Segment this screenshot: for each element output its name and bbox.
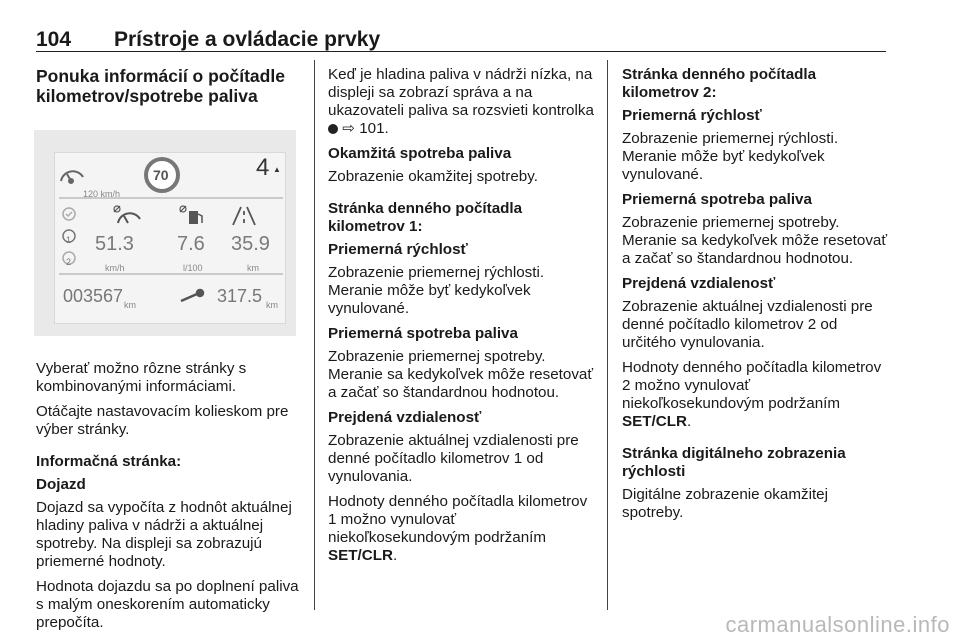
- punctuation: .: [392, 547, 398, 564]
- paragraph-text: Hodnoty denného počítadla kilometrov 2 možno vynulovať niekoľkosekundovým podržaním: [622, 359, 882, 412]
- heading: Prejdená vzdialenosť: [622, 275, 776, 292]
- shift-up-icon: ▲: [273, 165, 281, 174]
- speed-limit-label: 120 km/h: [83, 189, 121, 199]
- section-title: Ponuka informácií o počítadle kilometrov/spotrebe paliva: [36, 66, 285, 106]
- paragraph: Otáčajte nastavovacím kolieskom pre výber stránky.: [36, 403, 289, 438]
- paragraph: [328, 493, 598, 565]
- heading: Stránka denného počítadla kilometrov 1:: [328, 200, 523, 235]
- instrument-display-figure: [34, 130, 296, 336]
- paragraph: [328, 66, 598, 138]
- speed-sign-value: 70: [153, 167, 169, 183]
- paragraph: Zobrazenie aktuálnej vzdialenosti pre denné počítadlo kilometrov 2 od určitého vynulovania.: [622, 298, 873, 351]
- paragraph: Zobrazenie priemernej rýchlosti. Meranie môže byť kedykoľvek vynulované.: [622, 130, 839, 183]
- column-3: [622, 66, 892, 529]
- key-label: SET/CLR: [622, 413, 687, 430]
- heading: Priemerná rýchlosť: [622, 107, 762, 124]
- paragraph: Zobrazenie aktuálnej vzdialenosti pre denné počítadlo kilometrov 1 od vynulovania.: [328, 432, 579, 485]
- heading: Okamžitá spotreba paliva: [328, 145, 512, 162]
- heading: Stránka digitálneho zobrazenia rýchlosti: [622, 445, 846, 480]
- gear-indicator: 4: [256, 154, 270, 181]
- paragraph-text: Keď je hladina paliva v nádrži nízka, na displeji sa zobrazí správa a na ukazovateli paliva sa rozsvieti kontrolka: [328, 66, 594, 119]
- key-label: SET/CLR: [328, 547, 393, 564]
- paragraph: Zobrazenie priemernej spotreby. Meranie sa kedykoľvek môže resetovať a začať so štandardnou hodnotou.: [328, 348, 594, 401]
- column-divider: [314, 60, 315, 610]
- paragraph: Zobrazenie priemernej rýchlosti. Meranie môže byť kedykoľvek vynulované.: [328, 264, 545, 317]
- fuel-pump-icon: [180, 206, 202, 224]
- page-reference[interactable]: 101.: [359, 120, 389, 137]
- avg-speed-value: 51.3: [95, 233, 134, 255]
- heading: Priemerná spotreba paliva: [328, 325, 518, 342]
- paragraph: Zobrazenie priemernej spotreby. Meranie sa kedykoľvek môže resetovať a začať so štandardnou hodnotou.: [622, 214, 888, 267]
- paragraph: Zobrazenie okamžitej spotreby.: [328, 168, 538, 185]
- heading: Prejdená vzdialenosť: [328, 409, 482, 426]
- column-divider: [607, 60, 608, 610]
- odometer-value: 003567: [63, 286, 124, 306]
- avg-consumption-value: 7.6: [177, 233, 205, 255]
- heading: Dojazd: [36, 476, 86, 493]
- page-header: [36, 22, 886, 52]
- paragraph: [622, 359, 892, 431]
- driver-info-display: [54, 152, 286, 324]
- trip-unit: km: [266, 300, 278, 310]
- avg-speed-unit: km/h: [105, 263, 125, 273]
- page-title: Prístroje a ovládacie prvky: [114, 28, 381, 51]
- paragraph-text: Hodnoty denného počítadla kilometrov 1 možno vynulovať niekoľkosekundovým podržaním: [328, 493, 588, 546]
- heading: Informačná stránka:: [36, 453, 182, 470]
- paragraph: Digitálne zobrazenie okamžitej spotreby.: [622, 486, 828, 521]
- avg-consumption-unit: l/100: [183, 263, 203, 273]
- distance-value: 35.9: [231, 233, 270, 255]
- distance-unit: km: [247, 263, 259, 273]
- paragraph: Vyberať možno rôzne stránky s kombinovanými informáciami.: [36, 360, 247, 395]
- page-number-1: 1: [66, 235, 72, 245]
- trip-value: 317.5: [217, 286, 263, 306]
- page-reference-icon: ⇨: [342, 120, 355, 137]
- heading: Priemerná spotreba paliva: [622, 191, 812, 208]
- watermark: carmanualsonline.info: [725, 612, 950, 637]
- avg-speed-icon: [114, 206, 140, 223]
- heading: Priemerná rýchlosť: [328, 241, 468, 258]
- column-1: [36, 66, 304, 639]
- paragraph: Dojazd sa vypočíta z hodnôt aktuálnej hladiny paliva v nádrži a aktuálnej spotreby. Na displeji sa zobrazujú priemerné hodnoty.: [36, 499, 292, 570]
- punctuation: .: [686, 413, 692, 430]
- paragraph: Hodnota dojazdu sa po doplnení paliva s malým oneskorením automaticky prepočíta.: [36, 578, 299, 631]
- road-icon: [233, 207, 255, 225]
- column-2: [328, 66, 598, 572]
- speedometer-icon: [61, 171, 83, 183]
- wrench-icon: [181, 290, 203, 301]
- warning-light-icon: [328, 124, 338, 134]
- page-number: 104: [36, 28, 72, 51]
- page-number-2: 2: [66, 257, 72, 267]
- odometer-unit: km: [124, 300, 136, 310]
- heading: Stránka denného počítadla kilometrov 2:: [622, 66, 817, 101]
